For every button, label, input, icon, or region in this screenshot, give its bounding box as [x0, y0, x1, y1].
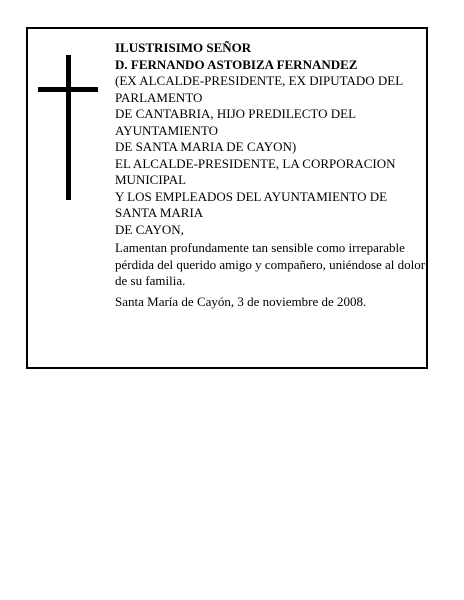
caps-line: EL ALCALDE-PRESIDENTE, LA CORPORACION: [115, 155, 396, 171]
caps-line: MUNICIPAL: [115, 172, 187, 187]
caps-line: SANTA MARIA: [115, 205, 204, 220]
obituary-text: [115, 40, 427, 310]
caps-line: (EX ALCALDE-PRESIDENTE, EX DIPUTADO DEL: [115, 73, 404, 88]
caps-line: PARLAMENTO: [115, 89, 203, 105]
honorific-line: ILUSTRISIMO SEÑOR: [115, 40, 252, 55]
caps-line: DE SANTA MARIA DE CAYON): [115, 139, 297, 154]
cross-vertical-bar: [66, 55, 71, 200]
latin-cross-icon: [38, 55, 98, 200]
condolence-paragraph: Lamentan profundamente tan sensible como irreparable pérdida del querido amigo y compañero, uniéndose al dolor de su familia.: [115, 240, 426, 288]
caps-line: DE CAYON,: [115, 221, 184, 237]
caps-line: DE CANTABRIA, HIJO PREDILECTO DEL: [115, 106, 357, 121]
deceased-name: D. FERNANDO ASTOBIZA FERNANDEZ: [115, 56, 358, 72]
obituary-notice: [26, 27, 428, 369]
caps-line: AYUNTAMIENTO: [115, 122, 218, 138]
cross-horizontal-bar: [38, 87, 98, 92]
date-line: Santa María de Cayón, 3 de noviembre de 2008.: [115, 293, 367, 309]
caps-line: Y LOS EMPLEADOS DEL AYUNTAMIENTO DE: [115, 188, 388, 204]
